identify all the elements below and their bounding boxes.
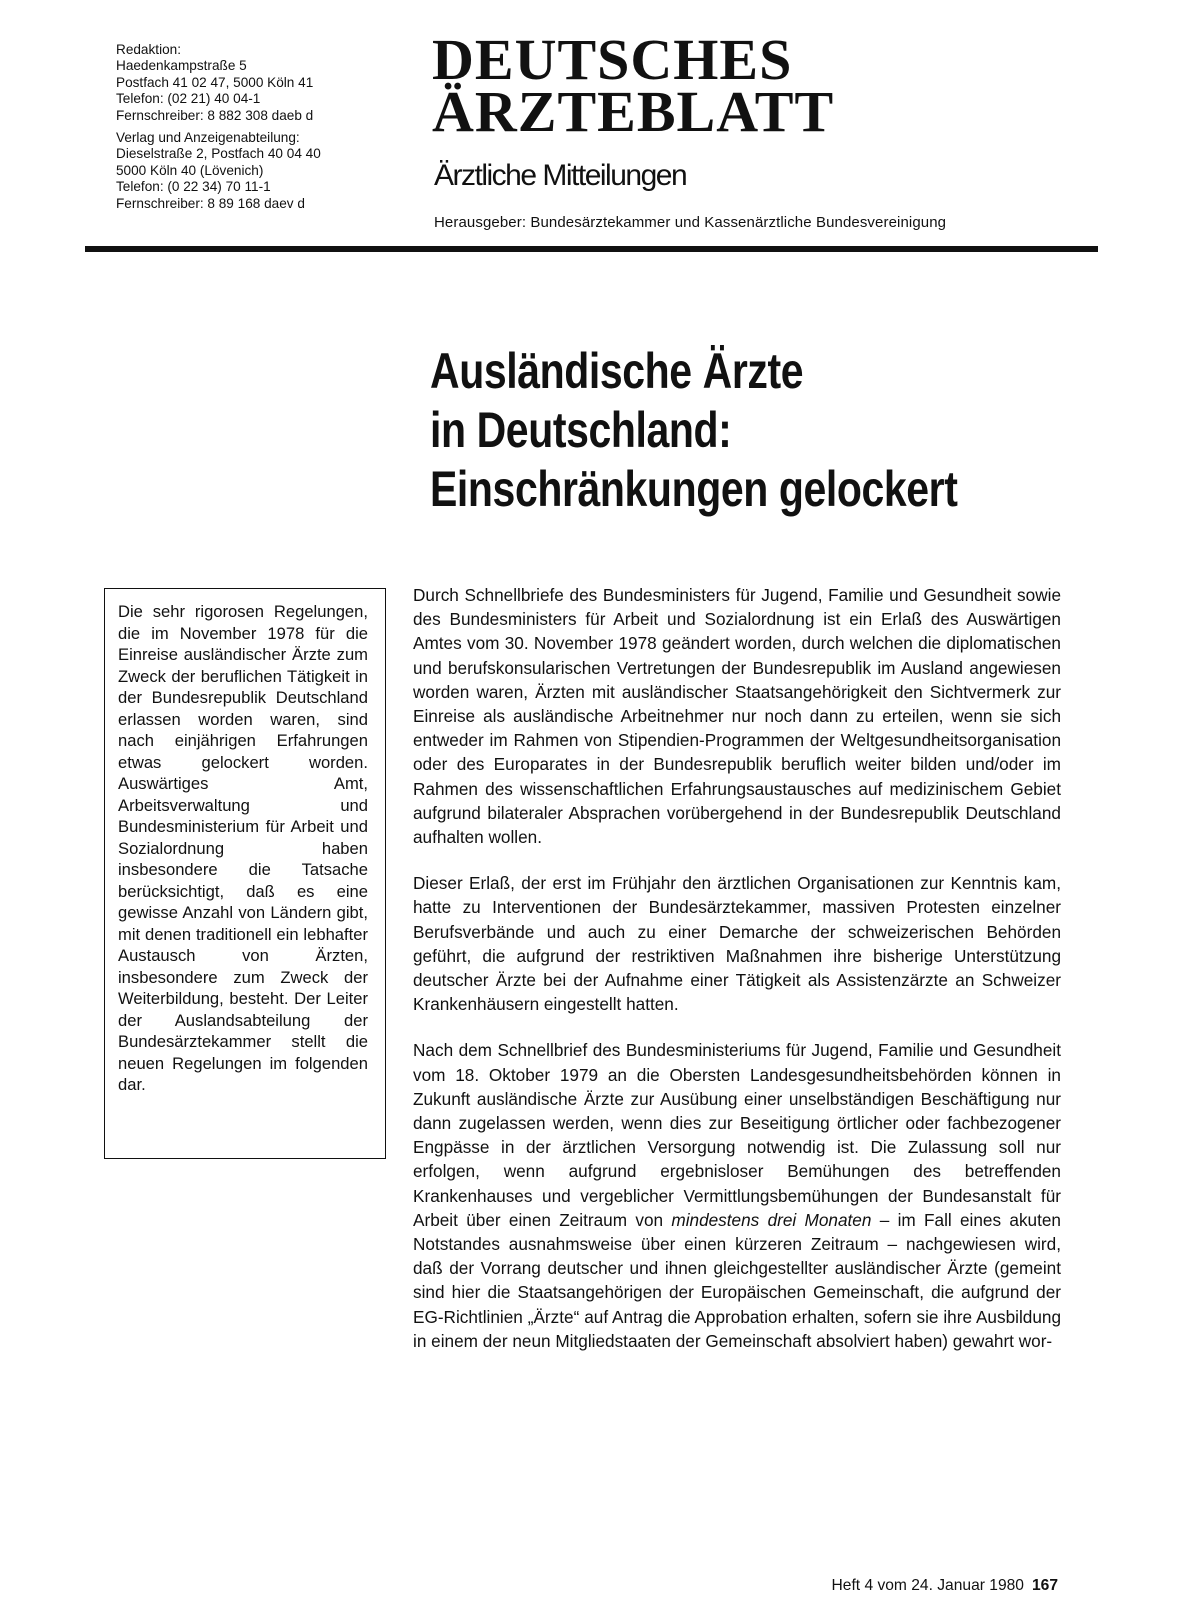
contact-line: Fernschreiber: 8 89 168 daev d (116, 195, 305, 211)
headline-line2: in Deutschland: (430, 402, 732, 458)
intro-text: Die sehr rigorosen Regelungen, die im November 1978 für die Einreise ausländischer Ärzte zum Zweck der beruflichen Tätigkeit in der Bundesrepublik Deutschland erlassen worden waren, sind nach einjährigen Erfahrungen etwas gelockert worden. Auswärtiges Amt, Arbeitsverwaltung und Bundesministerium für Arbeit und Sozialordnung haben insbesondere die Tatsache berücksichtigt, daß es eine gewisse Anzahl von Ländern gibt, mit denen traditionell ein lebhafter Austausch von Ärzten, insbesondere zum Zweck der Weiterbildung, besteht. Der Leiter der Auslandsabteilung der Bundesärztekammer stellt die neuen Regelungen im folgenden dar. (118, 602, 368, 1094)
contact-line: Redaktion: (116, 42, 181, 57)
contact-line: Verlag und Anzeigenabteilung: (116, 130, 300, 146)
article-headline (430, 342, 988, 519)
headline-line3: Einschränkungen gelockert (430, 461, 958, 517)
contact-line: Telefon: (0 22 34) 70 11-1 (116, 179, 271, 195)
journal-title (432, 27, 1132, 144)
journal-subtitle: Ärztliche Mitteilungen (434, 159, 687, 192)
contact-line: Postfach 41 02 47, 5000 Köln 41 (116, 74, 314, 90)
masthead-rule (85, 246, 1098, 252)
body-paragraph-3-emphasis: mindestens drei Monaten (671, 1209, 872, 1230)
body-paragraph-1: Durch Schnellbriefe des Bundesministers für Jugend, Familie und Gesundheit sowie des Bundesministers für Arbeit und Sozialordnung ist ein Erlaß des Auswärtigen Amtes vom 30. November 1978 geändert worden, durch welchen die diplomatischen und berufskonsularischen Vertretungen der Bundesrepublik im Ausland angewiesen worden waren, Ärzten mit ausländischer Staatsangehörigkeit den Sichtvermerk zur Einreise als ausländische Arbeitnehmer nur noch dann zu erteilen, wenn sie sich entweder im Rahmen von Stipendien-Programmen der Weltgesundheitsorganisation oder des Europarates in der Bundesrepublik beruflich weiter bilden und/oder im Rahmen des wissenschaftlichen Erfahrungsaustausches auf medizinischem Gebiet aufgrund bilateraler Absprachen vorübergehend in der Bundesrepublik Deutschland aufhalten wollen. (413, 585, 1061, 848)
intro-box (104, 588, 386, 1159)
body-paragraph-3-part-b: – im Fall eines akuten Notstandes ausnahmsweise über einen kürzeren Zeitraum – nachgewiesen wird, daß der Vorrang deutscher und ihnen gleichgestellter ausländischer Ärzte (gemeint sind hier die Staatsangehörigen der Europäischen Gemeinschaft, die aufgrund der EG-Richtlinien „Ärzte“ auf Antrag die Approbation erhalten, sofern sie ihre Ausbildung in einem der neun Mitgliedstaaten der Gemeinschaft absolviert haben) gewahrt wor- (413, 1209, 1061, 1351)
page-footer (832, 1577, 1058, 1595)
contact-line: Fernschreiber: 8 882 308 daeb d (116, 107, 314, 123)
body-paragraph-3 (413, 1038, 1061, 1353)
contact-line: 5000 Köln 40 (Lövenich) (116, 162, 264, 178)
publisher-line: Herausgeber: Bundesärztekammer und Kassenärztliche Bundesvereinigung (434, 214, 947, 231)
editorial-contact-block (116, 42, 416, 212)
page-number: 167 (1031, 1577, 1058, 1594)
contact-line: Dieselstraße 2, Postfach 40 04 40 (116, 146, 321, 162)
journal-title-line1: DEUTSCHES (432, 27, 793, 92)
issue-date: Heft 4 vom 24. Januar 1980 (831, 1577, 1024, 1594)
journal-title-line2: ÄRZTEBLATT (432, 79, 835, 144)
article-body (413, 583, 1061, 1353)
headline-line1: Ausländische Ärzte (430, 343, 804, 399)
contact-line: Haedenkampstraße 5 (116, 58, 247, 74)
contact-line: Telefon: (02 21) 40 04-1 (116, 91, 261, 107)
body-paragraph-2: Dieser Erlaß, der erst im Frühjahr den ärztlichen Organisationen zur Kenntnis kam, hatte zu Interventionen der Bundesärztekammer, massiven Protesten einzelner Berufsverbände und auch zu einer Demarche der schweizerischen Behörden geführt, die aufgrund der restriktiven Maßnahmen ihre bisherige Unterstützung deutscher Ärzte bei der Aufnahme einer Tätigkeit als Assistenzärzte an Schweizer Krankenhäusern eingestellt hatten. (413, 873, 1061, 1015)
body-paragraph-3-part-a: Nach dem Schnellbrief des Bundesministeriums für Jugend, Familie und Gesundheit vom 18. Oktober 1979 an die Obersten Landesgesundheitsbehörden können in Zukunft ausländische Ärzte zur Ausübung einer unselbständigen Beschäftigung nur dann zugelassen werden, wenn dies zur Beseitigung örtlicher oder fachbezogener Engpässe in der ärztlichen Versorgung notwendig ist. Die Zulassung soll nur erfolgen, wenn aufgrund ergebnisloser Bemühungen des betreffenden Krankenhauses und vergeblicher Vermittlungsbemühungen der Bundesanstalt für Arbeit über einen Zeitraum von (413, 1040, 1061, 1230)
